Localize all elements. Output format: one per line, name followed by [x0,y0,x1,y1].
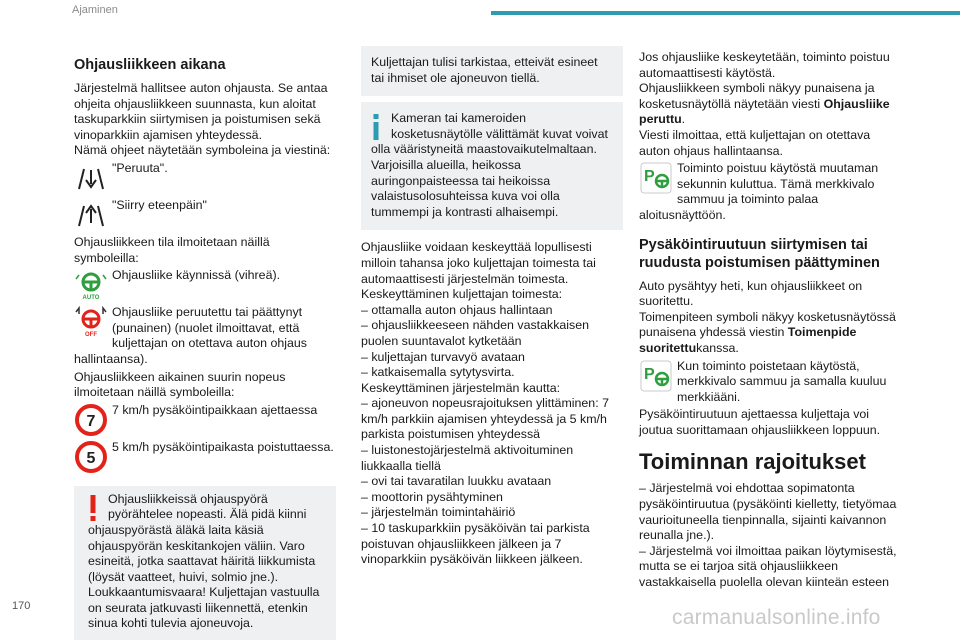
interrupt-section [361,240,623,567]
state-on-row [74,268,336,302]
column-2 [361,50,623,568]
info-box [361,102,623,230]
cancel-text-1: Jos ohjausliike keskeytetään, toiminto poistuu automaattisesti käytöstä. [639,50,890,80]
interrupt-line: – ottamalla auton ohjaus hallintaan [361,302,553,317]
header-accent-bar [491,11,960,15]
svg-text:OFF: OFF [85,332,97,339]
end-text-2: Toimenpiteen symboli näkyy kosketusnäytössä punaisena yhdessä viestin Toimenpide suoritettukanssa. [639,309,896,355]
forward-arrow-icon [74,198,108,232]
heading-during-maneuver: Ohjausliikkeen aikana [74,57,226,73]
indicator-row-2 [639,359,901,406]
steering-off-icon [74,305,108,339]
symbol-reverse-label: "Peruuta". [112,160,168,175]
state-off-text: Ohjausliike peruutettu tai päättynyt (punainen) (nuolet ilmoittavat, että kuljettajan on otettava auton ohjaus hallintaansa). [74,305,307,366]
watermark: carmanualsonline.info [672,606,881,629]
interrupt-line: Keskeyttäminen kuljettajan toimesta: [361,287,563,302]
info-text: Kameran tai kameroiden kosketusnäytölle välittämät kuvat voivat olla vääristyneitä maastovaikutelmaltaan. Varjoisilla alueilla, heikossa auringonpaisteessa tai heikoissa valaistusolosuhteissa kuva voi olla tummempi ja kontrasti alhaisempi. [371,111,608,219]
interrupt-line: – ovi tai tavaratilan luukku avataan [361,474,552,489]
symbol-row-reverse [74,161,336,195]
park-assist-icon [639,359,673,393]
interrupt-line: – ohjausliikkeeseen nähden vastakkaisen puolen suuntavalot kytketään [361,318,590,348]
indicator-row-1 [639,161,901,223]
interrupt-line: – 10 taskuparkkiin pysäköivän tai parkista poistuvan ohjausliikkeen jälkeen ja 7 vinoparkkiin pysäköivän liikkeen jälkeen. [361,521,590,567]
svg-text:7: 7 [86,412,96,430]
indicator-text-1: Toiminto poistuu käytöstä muutaman sekunnin kuluttua. Tämä merkkivalo sammuu ja toiminto palaa aloitusnäyttöön. [639,161,879,222]
speed-limit-7-icon [74,403,108,437]
symbol-forward-label: "Siirry eteenpäin" [112,197,207,212]
speed-7-text: 7 km/h pysäköintipaikkaan ajettaessa [112,402,318,417]
page-number: 170 [12,600,31,612]
svg-text:P: P [644,168,655,186]
heading-limitations: Toiminnan rajoitukset [639,449,866,475]
speed-intro: Ohjausliikkeen aikainen suurin nopeus ilmoitetaan näillä symboleilla: [74,369,286,400]
info-icon [369,114,383,142]
end-text-3: Pysäköintiruutuun ajettaessa kuljettaja voi joutua suorittamaan ohjausliikkeen loppuun. [639,407,881,437]
symbol-row-forward [74,198,336,232]
interrupt-line: Keskeyttäminen järjestelmän kautta: [361,380,561,395]
interrupt-line: – ajoneuvon nopeusrajoituksen ylittäminen: 7 km/h parkkiin ajamisen yhteydessä ja 5 km/h parkista poistumisen yhteydessä [361,396,609,442]
speed-limit-5-icon [74,440,108,474]
heading-parking-end: Pysäköintiruutuun siirtymisen tai ruudusta poistumisen päättyminen [639,236,880,271]
intro-text: Järjestelmä hallitsee auton ohjausta. Se antaa ohjeita ohjausliikkeen suunnasta, kun aloitat taskuparkkiin siirtymisen ja poistumisen sekä vinoparkkiin ajamisen yhteydessä. [74,81,328,142]
exclamation-icon [86,495,100,523]
warning-text: Ohjausliikkeissä ohjauspyörä pyörähtelee nopeasti. Älä pidä kiinni ohjauspyörästä äläkä laita käsiä ohjauspyörän keskitankojen väliin. Varo esineitä, jotka saattavat häiritä liikkumista (löysät vaatteet, huivi, solmio jne.). Loukkaantumisvaara! Kuljettajan vastuulla on seurata jatkuvasti liikennettä, etenkin sinua kohti tulevia ajoneuvoja. [88,491,320,631]
limitation-item: – Järjestelmä voi ilmoittaa paikan löytymisestä, mutta se ei tarjoa sitä ohjausliikkeen vastakkaisella puolella olevan kiinteän esteen [639,543,897,590]
section-title: Ajaminen [72,4,118,16]
interrupt-line: – järjestelmän toimintahäiriö [361,505,516,520]
intro-text-2: Nämä ohjeet näytetään symboleina ja viestinä: [74,143,331,158]
svg-text:AUTO: AUTO [82,295,100,302]
state-off-row [74,305,336,367]
top-note-text: Kuljettajan tulisi tarkistaa, etteivät esineet tai ihmiset ole ajoneuvon tiellä. [371,55,598,85]
top-note-box [361,46,623,96]
state-on-text: Ohjausliike käynnissä (vihreä). [112,268,281,283]
limitation-item: – Järjestelmä voi ehdottaa sopimatonta pysäköintiruutua (pysäköinti kielletty, tietyömaa vaurioituneella tienpinnalla, sijainti kaivannon reunalla jne.). [639,481,897,543]
end-text-1: Auto pysähtyy heti, kun ohjausliikkeet on suoritettu. [639,278,863,309]
state-intro: Ohjausliikkeen tila ilmoitetaan näillä symboleilla: [74,234,270,265]
speed-7-row [74,403,336,437]
steering-auto-icon [74,268,108,302]
svg-text:P: P [644,365,655,383]
indicator-text-2: Kun toiminto poistetaan käytöstä, merkkivalo sammuu ja samalla kuuluu merkkiääni. [677,358,887,404]
svg-text:5: 5 [86,449,96,467]
interrupt-line: Ohjausliike voidaan keskeyttää lopullisesti milloin tahansa joko kuljettajan toimesta tai automaattisesti järjestelmän toimesta. [361,240,596,286]
column-3 [639,50,901,591]
interrupt-line: – kuljettajan turvavyö avataan [361,349,525,364]
cancel-text-3: Viesti ilmoittaa, että kuljettajan on otettava auton ohjaus hallintaansa. [639,127,871,158]
interrupt-line: – luistonestojärjestelmä aktivoituminen liukkaalla tiellä [361,443,574,473]
interrupt-line: – katkaisemalla sytytysvirta. [361,365,515,380]
park-assist-icon [639,161,673,195]
column-1 [74,50,336,640]
reverse-arrow-icon [74,161,108,195]
speed-5-row [74,440,336,474]
cancel-text-2: Ohjausliikkeen symboli näkyy punaisena ja kosketusnäytöllä näytetään viesti Ohjausliike peruttu. [639,81,890,127]
warning-box [74,486,336,640]
speed-5-text: 5 km/h pysäköintipaikasta poistuttaessa. [112,439,334,454]
interrupt-line: – moottorin pysähtyminen [361,489,503,504]
